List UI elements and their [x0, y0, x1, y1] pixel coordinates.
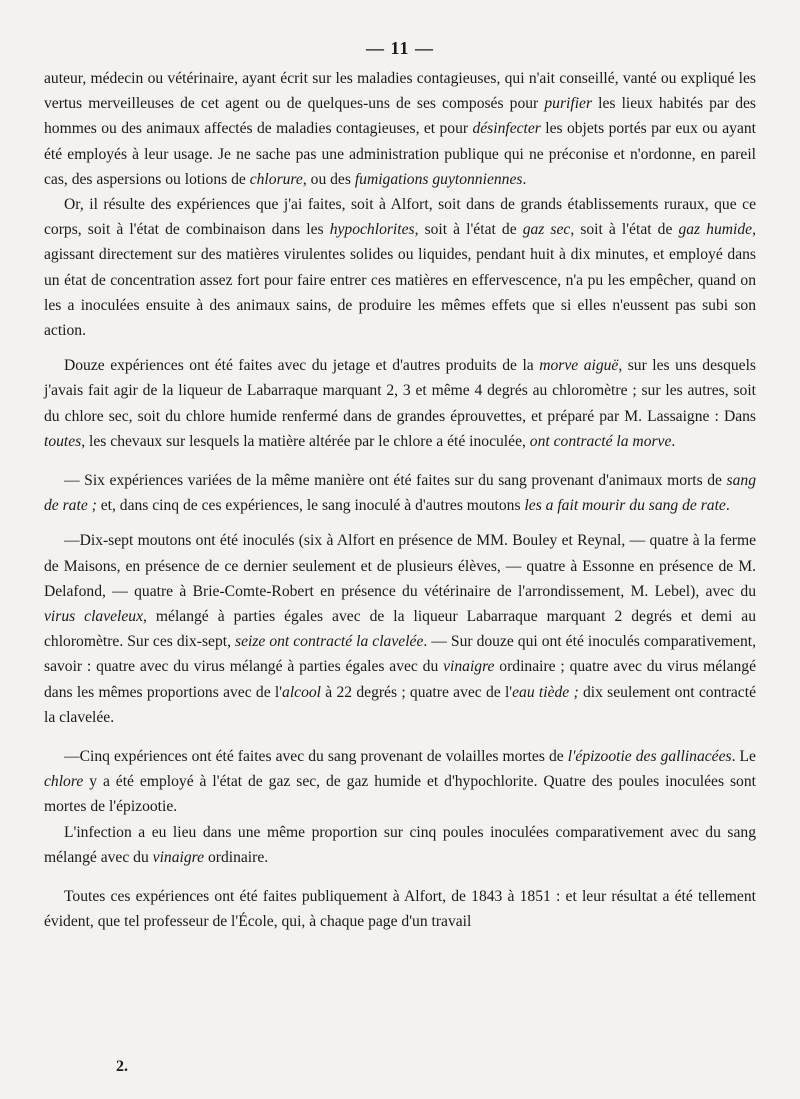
- text-run: dix seulement ont contracté la clavelée.: [44, 683, 756, 726]
- text-run: Toutes ces expériences ont été faites publiquement à Alfort, de 1843 à 1851 : et leur résultat a été tellement évident, que tel professeur de l'École, qui, à chaque page d'un travail: [44, 888, 756, 931]
- text-run: ordinaire.: [204, 848, 269, 866]
- text-run: , soit à l'état de: [570, 221, 679, 239]
- text-run: — Six expériences variées de la même manière ont été faites sur du sang provenant d'animaux morts de: [64, 472, 727, 490]
- text-run: .: [725, 497, 730, 515]
- italic-text: purifier: [544, 95, 593, 113]
- body-text: [44, 66, 756, 935]
- italic-text: chlorure: [249, 170, 303, 188]
- italic-text: vinaigre: [152, 848, 205, 866]
- italic-text: hypochlorites: [329, 221, 415, 239]
- text-run: . — Sur douze qui ont été inoculés comparativement, savoir : quatre avec du virus mélangé à parties égales avec du: [44, 633, 756, 676]
- italic-text: fumigations guytonniennes: [354, 170, 523, 188]
- text-run: L'infection a eu lieu dans une même proportion sur cinq poules inoculées comparativement avec du sang mélangé avec du: [44, 823, 756, 866]
- text-run: , les chevaux sur lesquels la matière altérée par le chlore a été inoculée,: [81, 432, 530, 450]
- italic-text: les a fait mourir du sang de rate: [524, 497, 726, 515]
- text-run: et, dans cinq de ces expériences, le sang inoculé à d'autres moutons: [96, 497, 525, 515]
- text-run: les objets portés par eux ou ayant été employés à leur usage. Je ne sache pas une administration publique qui ne préconise et n'ordonne, en pareil cas, des aspersions ou lotions de: [44, 120, 756, 188]
- italic-text: seize ont contracté la clavelée: [235, 633, 424, 651]
- italic-text: virus claveleux: [44, 608, 144, 626]
- text-run: auteur, médecin ou vétérinaire, ayant écrit sur les maladies contagieuses, qui n'ait conseillé, vanté ou expliqué les vertus merveilleuses de cet agent ou de quelques-uns de ses composés pour: [44, 70, 756, 113]
- italic-text: morve aiguë: [539, 357, 619, 375]
- paragraph: [44, 66, 756, 192]
- italic-text: désinfecter: [472, 120, 541, 138]
- italic-text: gaz humide: [678, 221, 753, 239]
- text-run: à 22 degrés ; quatre avec de l': [321, 683, 513, 701]
- paragraph: [44, 192, 756, 343]
- italic-text: l'épizootie des gallinacées: [567, 748, 732, 766]
- paragraph: [44, 744, 756, 820]
- italic-text: alcool: [282, 683, 322, 701]
- text-run: , ou des: [302, 170, 355, 188]
- paragraph: [44, 884, 756, 934]
- italic-text: toutes: [44, 432, 82, 450]
- paragraph: [44, 353, 756, 454]
- text-run: . Le: [731, 748, 756, 766]
- text-run: , agissant directement sur des matières virulentes solides ou liquides, pendant huit à dix minutes, et employé dans un état de concentration assez fort pour faire entrer ces matières en effervescence, n'a pu les empêcher, quand on les a inoculées ensuite à des animaux sains, de produire les mêmes effets que si elles n'eussent pas subi son action.: [44, 221, 756, 340]
- text-run: Douze expériences ont été faites avec du jetage et d'autres produits de la: [64, 357, 540, 375]
- italic-text: sang de rate ;: [44, 472, 756, 515]
- text-run: , soit à l'état de: [414, 221, 523, 239]
- text-run: les lieux habités par des hommes ou des animaux affectés de maladies contagieuses, et pour: [44, 95, 756, 138]
- italic-text: ont contracté la morve: [529, 432, 672, 450]
- text-run: .: [671, 432, 676, 450]
- signature-mark: 2.: [116, 1058, 128, 1075]
- page-number: — 11 —: [365, 38, 434, 58]
- text-run: Or, il résulte des expériences que j'ai faites, soit à Alfort, soit dans de grands établissements ruraux, que ce corps, soit à l'état de combinaison dans les: [44, 196, 756, 239]
- paragraph: [44, 820, 756, 870]
- text-run: , sur les uns desquels j'avais fait agir de la liqueur de Labarraque marquant 2, 3 et même 4 degrés au chloromètre ; sur les autres, soit du chlore sec, soit du chlore humide renfermé dans de grandes éprouvettes, et préparé par M. Lassaigne : Dans: [44, 357, 756, 425]
- text-run: y a été employé à l'état de gaz sec, de gaz humide et d'hypochlorite. Quatre des poules inoculées sont mortes de l'épizootie.: [44, 773, 756, 816]
- paragraph: [44, 528, 756, 730]
- italic-text: eau tiède ;: [512, 683, 579, 701]
- italic-text: vinaigre: [443, 658, 495, 676]
- italic-text: chlore: [44, 773, 84, 791]
- paragraph: [44, 468, 756, 518]
- text-run: —Dix-sept moutons ont été inoculés (six à Alfort en présence de MM. Bouley et Reynal, — quatre à la ferme de Maisons, en présence de ce dernier seulement et de plusieurs élèves, — quatre à Essonne en présence de M. Delafond, — quatre à Brie-Comte-Robert en présence du vétérinaire de l'arrondissement, M. Lebel), avec du: [44, 532, 756, 600]
- text-run: —Cinq expériences ont été faites avec du sang provenant de volailles mortes de: [64, 748, 568, 766]
- text-run: ordinaire ; quatre avec du virus mélangé dans les mêmes proportions avec de l': [44, 658, 757, 701]
- italic-text: gaz sec: [522, 221, 571, 239]
- text-run: , mélangé à parties égales avec de la liqueur Labarraque marquant 2 degrés et demi au chloromètre. Sur ces dix-sept,: [44, 608, 756, 651]
- text-run: .: [522, 170, 527, 188]
